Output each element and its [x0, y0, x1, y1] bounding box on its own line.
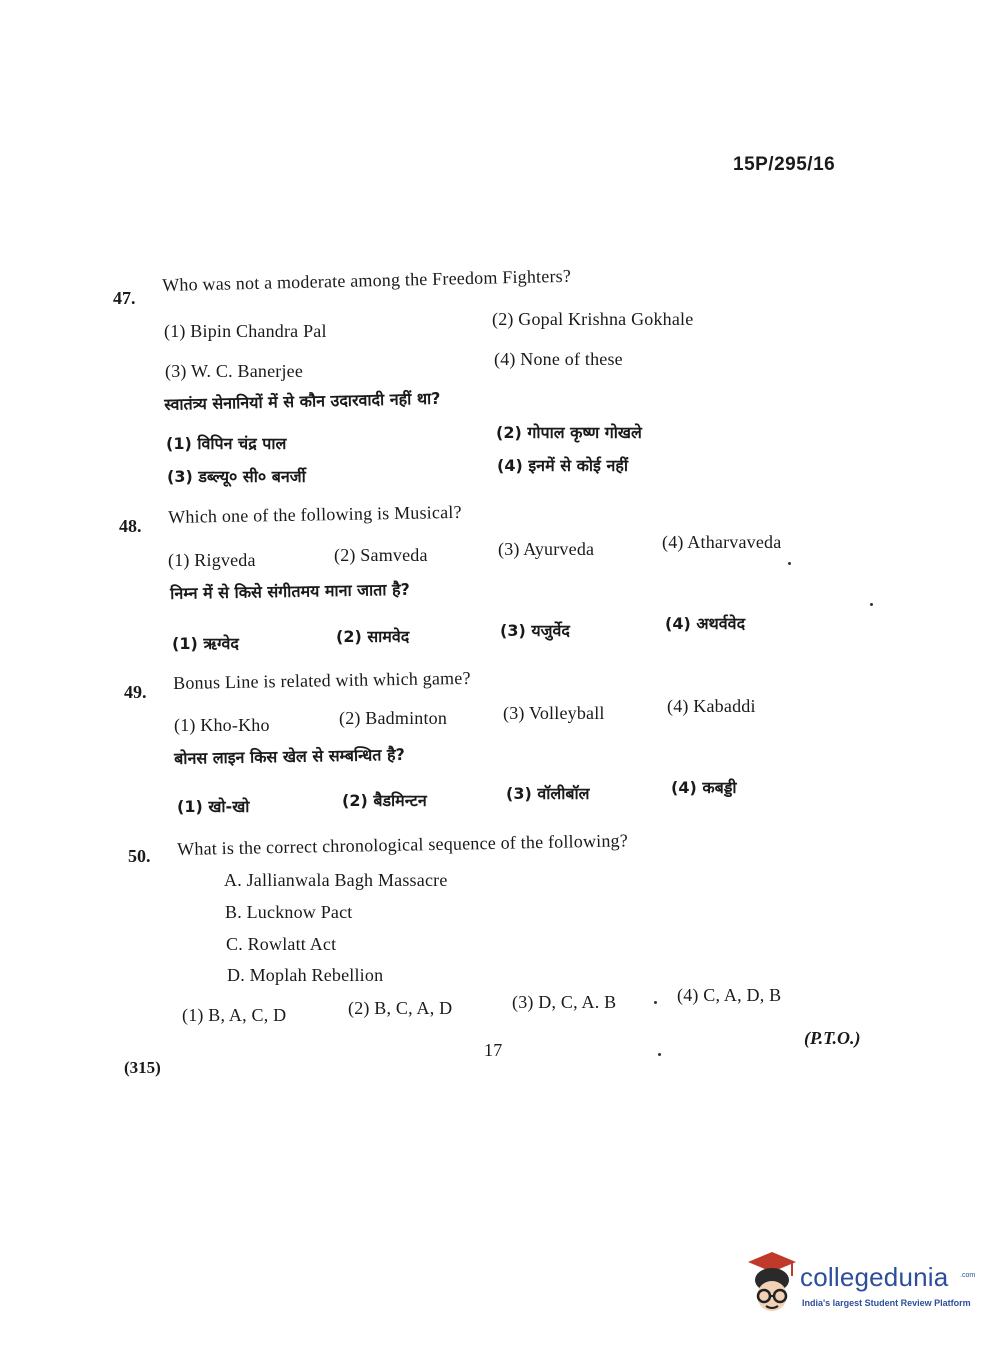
- q47-hindi-option-3: (3) डब्ल्यू० सी० बनर्जी: [167, 467, 306, 486]
- q48-hindi-option-4: (4) अथर्ववेद: [665, 614, 746, 633]
- q49-hindi-option-2: (2) बैडमिन्टन: [342, 791, 427, 810]
- q50-option-1: (1) B, A, C, D: [182, 1005, 287, 1025]
- q48-option-3: (3) Ayurveda: [498, 539, 595, 559]
- question-48-text: Which one of the following is Musical?: [168, 501, 462, 527]
- q49-hindi-option-1: (1) खो-खो: [177, 797, 250, 816]
- question-49-number: 49.: [124, 682, 147, 702]
- mascot-icon: [742, 1250, 800, 1320]
- question-49-text: Bonus Line is related with which game?: [173, 667, 471, 693]
- collegedunia-logo: [742, 1250, 976, 1322]
- q49-hindi-option-3: (3) वॉलीबॉल: [506, 784, 590, 803]
- q47-hindi-option-2: (2) गोपाल कृष्ण गोखले: [496, 423, 642, 442]
- question-50-number: 50.: [128, 846, 151, 866]
- q50-item-a: A. Jallianwala Bagh Massacre: [224, 870, 448, 890]
- question-47-number: 47.: [113, 288, 136, 308]
- q47-hindi-option-1: (1) विपिन चंद्र पाल: [166, 434, 287, 453]
- q50-option-3: (3) D, C, A. B: [512, 992, 617, 1012]
- q50-item-c: C. Rowlatt Act: [226, 934, 337, 954]
- q48-hindi-option-3: (3) यजुर्वेद: [500, 621, 570, 640]
- question-50-text: What is the correct chronological sequence of the following?: [177, 830, 629, 859]
- q49-option-2: (2) Badminton: [339, 708, 448, 728]
- q47-option-1: (1) Bipin Chandra Pal: [164, 321, 327, 341]
- logo-tagline: India's largest Student Review Platform: [802, 1298, 971, 1308]
- q47-option-4: (4) None of these: [494, 349, 623, 369]
- q48-option-4: (4) Atharvaveda: [662, 532, 782, 552]
- logo-brand-name: collegedunia: [800, 1262, 949, 1292]
- q49-option-1: (1) Kho-Kho: [174, 715, 270, 735]
- question-48-hindi: निम्न में से किसे संगीतमय माना जाता है?: [170, 579, 410, 603]
- question-47-text: Who was not a moderate among the Freedom Fighters?: [162, 265, 572, 295]
- q48-hindi-option-1: (1) ऋग्वेद: [172, 634, 239, 653]
- q47-hindi-option-4: (4) इनमें से कोई नहीं: [497, 456, 628, 475]
- q49-option-3: (3) Volleyball: [503, 703, 605, 723]
- q50-item-d: D. Moplah Rebellion: [227, 965, 384, 985]
- question-49-hindi: बोनस लाइन किस खेल से सम्बन्धित है?: [174, 744, 405, 768]
- paper-code: 15P/295/16: [733, 154, 836, 175]
- booklet-count: (315): [124, 1058, 161, 1077]
- question-48-number: 48.: [119, 516, 142, 536]
- q50-item-b: B. Lucknow Pact: [225, 902, 353, 922]
- logo-dotcom: .com: [960, 1272, 976, 1279]
- page-number: 17: [484, 1040, 503, 1060]
- q47-option-3: (3) W. C. Banerjee: [165, 361, 304, 381]
- q49-hindi-option-4: (4) कबड्डी: [671, 778, 737, 797]
- q48-option-1: (1) Rigveda: [168, 550, 256, 570]
- q48-option-2: (2) Samveda: [334, 545, 428, 565]
- q50-option-2: (2) B, C, A, D: [348, 998, 453, 1018]
- q49-option-4: (4) Kabaddi: [667, 696, 756, 716]
- pto-label: (P.T.O.): [804, 1028, 861, 1048]
- question-47-hindi: स्वातंत्र्य सेनानियों में से कौन उदारवादी नहीं था?: [164, 388, 441, 414]
- q47-option-2: (2) Gopal Krishna Gokhale: [492, 309, 694, 329]
- q48-hindi-option-2: (2) सामवेद: [336, 627, 410, 646]
- q50-option-4: (4) C, A, D, B: [677, 985, 782, 1005]
